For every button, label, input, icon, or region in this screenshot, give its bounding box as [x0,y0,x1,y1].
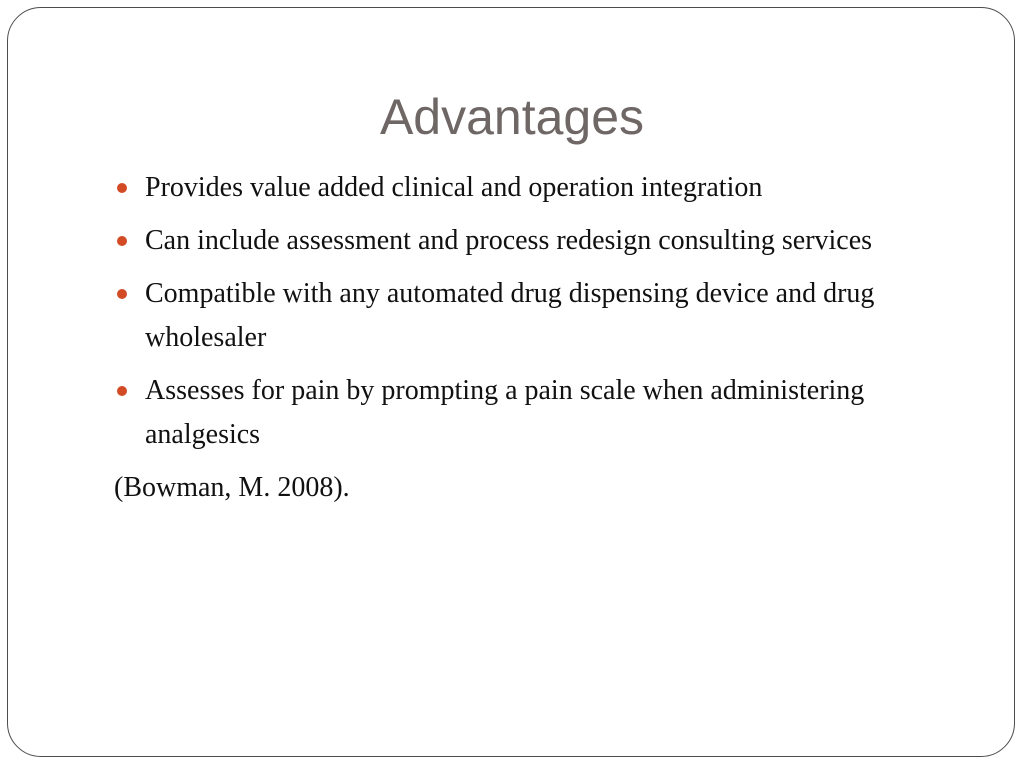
citation: (Bowman, M. 2008). [114,472,350,503]
bullet-dot-icon [117,386,127,396]
bullet-item [114,272,954,360]
bullet-text: Assesses for pain by prompting a pain scale when administering analgesics [145,375,865,450]
bullet-text: Can include assessment and process redesign consulting services [145,225,873,256]
bullet-text: Compatible with any automated drug dispensing device and drug wholesaler [145,278,875,353]
slide-content [114,166,954,510]
bullet-item [114,369,954,457]
bullet-list [114,166,954,457]
bullet-text: Provides value added clinical and operation integration [145,172,763,203]
slide-title: Advantages [379,89,645,145]
bullet-item [114,166,954,210]
bullet-dot-icon [117,289,127,299]
bullet-dot-icon [117,236,127,246]
bullet-dot-icon [117,183,127,193]
bullet-item [114,219,954,263]
